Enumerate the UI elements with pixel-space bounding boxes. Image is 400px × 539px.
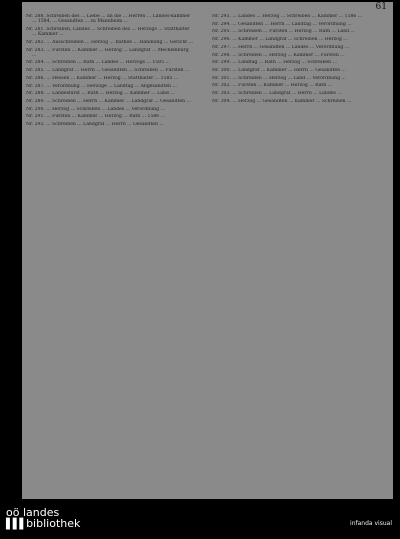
catalog-entry: Nr. 284. ... Schreiben ... Rath ... Landes ... Herzogs ... 1585 ... (26, 60, 170, 66)
catalog-entry: Nr. 296. ... Kammer ... Landgraf ... Schreiben ... Herzog ... (212, 37, 348, 43)
catalog-entry: Nr. 287. ... Verordnung ... Herzoge ... Landtag ... Abgesandten ... (26, 83, 177, 89)
catalog-entry: Nr. 286. ... Hessen ... Kammer ... Herzog ... Statthalter ... 1585 ... (26, 75, 179, 81)
catalog-entry: Nr. 281. Schreiben, Landes ... Schreiben des ... Herzogs ... Statthalter ... Kammer ... (26, 26, 190, 38)
catalog-entry: Nr. 293. ... Landes ... Herzog ... Schreiben ... Kammer ... 1586 ... (212, 14, 363, 19)
logo-bars: ▌▌▌ (6, 519, 27, 530)
scanned-page (22, 2, 393, 499)
catalog-entry: Nr. 294. ... Gesandten ... Herrn ... Landtag ... Verordnung ... (212, 21, 352, 27)
catalog-entry: Nr. 302. ... Fürsten ... Kammer ... Herzog ... Rath ... (212, 83, 333, 89)
catalog-entry: Nr. 295. ... Schreiben ... Fürsten ... Herzog ... Rath ... Land ... (212, 29, 355, 35)
catalog-entry: Nr. 285. ... Landgraf ... Herrn ... Gesandten ... Schreiben ... Fürsten ... (26, 68, 190, 74)
catalog-entry: Nr. 290. ... Herzog ... Schreiben ... Landes ... Verordnung ... (26, 106, 165, 112)
catalog-entry: Nr. 291. ... Fürsten ... Kammer ... Herzog ... Rath ... 1586 ... (26, 114, 166, 120)
catalog-entry: Nr. 292. ... Schreiben ... Landgraf ... Herrn ... Gesandten ... (26, 122, 164, 128)
catalog-entry: Nr. 304. ... Herzog ... Gesandten ... Kammer ... Schreiben ... (212, 98, 352, 104)
catalog-entry: Nr. 297. ... Herrn ... Gesandten ... Landes ... Verordnung ... (212, 44, 350, 50)
logo-line1: oö landes (6, 506, 60, 519)
library-logo (6, 507, 80, 530)
catalog-entry: Nr. 289. ... Schreiben ... Herrn ... Kammer ... Landgraf ... Gesandten ... (26, 98, 191, 104)
credit-text: infanda visual (350, 520, 392, 527)
catalog-entry: Nr. 288. ... Landesfürst ... Rath ... Herzog ... Kammer ... Land ... (26, 91, 175, 97)
catalog-entry: Nr. 283. ... Fürsten ... Kammer ... Herzog ... Landgraf ... Mecklenburg ... (26, 47, 189, 58)
logo-line2 (6, 518, 80, 530)
catalog-entry: Nr. 300. ... Landgraf ... Kammer ... Herrn ... Gesandten ... (212, 67, 346, 73)
right-column (212, 14, 380, 106)
catalog-entry: Nr. 303. ... Schreiben ... Landgraf ... Herrn ... Landes ... (212, 91, 342, 97)
catalog-entry: Nr. 301. ... Schreiben ... Herzog ... Land ... Verordnung ... (212, 75, 346, 81)
footer-bar (0, 499, 400, 539)
catalog-entry: Nr. 298. ... Schreiben ... Herzog ... Kammer ... Fürsten ... (212, 52, 345, 58)
page-number: 61 (375, 2, 387, 12)
left-column (26, 14, 194, 130)
catalog-entry: Nr. 299. ... Landtag ... Rath ... Herzog ... Schreiben ... (212, 60, 337, 66)
logo-line2-text: bibliothek (26, 517, 81, 530)
catalog-entry: Nr. 282. ... Ausschreiben ... Herzog ... Rathen ... Handlung ... Gericht ... (26, 39, 193, 45)
catalog-entry: Nr. 288. Schreiben des ... Liebe ... an die ... Herren ... Landes-kammer ... 1584, ... Gesandten ... zu Mannheim ... (26, 14, 191, 25)
